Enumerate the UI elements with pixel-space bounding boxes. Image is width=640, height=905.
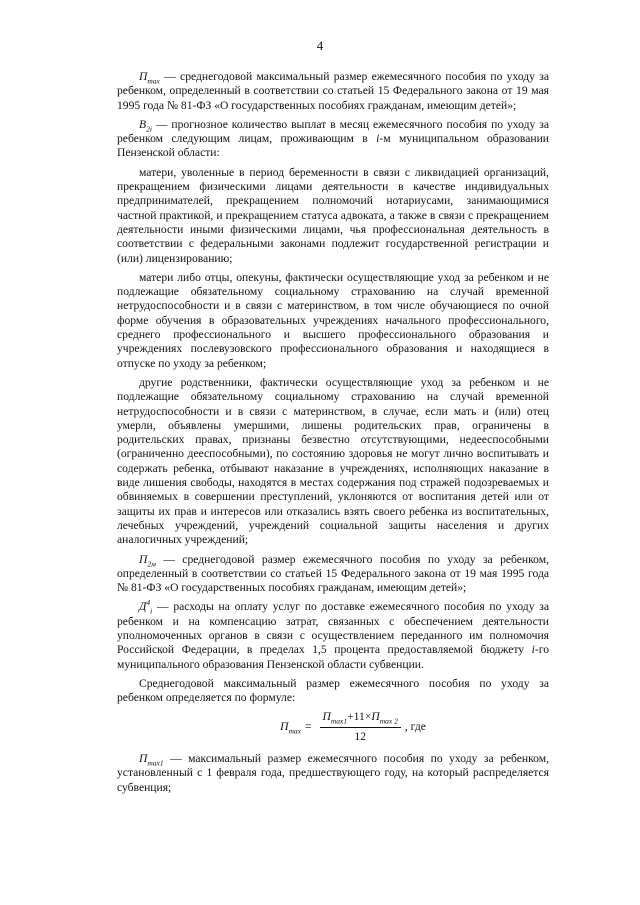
symbol-p2m: $П_{2м}$ xyxy=(139,552,156,568)
symbol-b2i: $В_{2i}$ xyxy=(139,117,152,134)
symbol-pmax1: $П_{max1}$ xyxy=(139,752,164,768)
formula-pmax xyxy=(157,710,549,744)
formula-suffix: , где xyxy=(404,720,426,734)
formula-numerator: $П_{max1}+11\times П_{max 2}$ xyxy=(320,710,401,727)
paragraph-other-relatives: другие родственники, фактически осуществляющие уход за ребенком и не подлежащие обязательному социальному страхованию на случай временной нетрудоспособности и в связи с материнством, в случае, если мать и (или) отец умерли, объявлены умершими, лишены родительских прав, ограничены в родительских правах, признаны безвестно отсутствующими, недееспособными (ограниченно дееспособными), по состоянию здоровья не могут лично воспитывать и содержать ребенка, отбывают наказание в учреждениях, исполняющих наказание в виде лишения свободы, находятся в местах содержания под стражей подозреваемых и обвиняемых в совершении преступлений, уклоняются от воспитания детей или от защиты их прав и интересов или отказались взять своего ребенка из воспитательных, лечебных учреждений, учреждений социальной защиты населения и других аналогичных учреждений; xyxy=(117,375,549,547)
page-number: 4 xyxy=(316,38,324,53)
formula-fraction xyxy=(320,710,401,744)
paragraph-di4-definition: $Д^4_i$ — расходы на оплату услуг по доставке ежемесячного пособия по уходу за ребенком и на компенсацию затрат, связанных с обеспечением деятельности уполномоченных органов в связи с осуществлением переданного им полномочия Российской Федерации, в пределах 1,5 процента предоставляемой бюджету i-го муниципального образования Пензенской области субвенции. xyxy=(117,598,549,671)
formula-equals: = xyxy=(304,720,312,734)
paragraph-b2i-definition: $В_{2i}$ — прогнозное количество выплат в месяц ежемесячного пособия по уходу за ребенком следующим лицам, проживающим в i-м муниципальном образовании Пензенской области: xyxy=(117,117,549,160)
symbol-di4: $Д^4_i$ xyxy=(139,598,153,616)
paragraph-mothers-dismissed: матери, уволенные в период беременности в связи с ликвидацией организаций, прекращением физическими лицами деятельности в качестве индивидуальных предпринимателей, прекращением полномочий нотариусами, занимающимися частной практикой, и прекращением статуса адвоката, а также в связи с прекращением деятельности иными физическими лицами, чья профессиональная деятельность в соответствии с федеральными законами подлежит государственной регистрации и (или) лицензированию; xyxy=(117,165,549,265)
paragraph-formula-intro: Среднегодовой максимальный размер ежемесячного пособия по уходу за ребенком определяется по формуле: xyxy=(117,676,549,705)
paragraph-p2m-definition: $П_{2м}$ — среднегодовой размер ежемесячного пособия по уходу за ребенком, определенный в соответствии со статьей 15 Федерального закона от 19 мая 1995 года № 81-ФЗ «О государственных пособиях гражданам, имеющим детей»; xyxy=(117,552,549,595)
symbol-pmax: $П_{max}$ xyxy=(139,70,160,86)
formula-denominator: 12 xyxy=(354,729,366,743)
paragraph-pmax-definition: $П_{max}$ — среднегодовой максимальный размер ежемесячного пособия по уходу за ребенком, определенный в соответствии со статьей 15 Федерального закона от 19 мая 1995 года № 81-ФЗ «О государственных пособиях гражданам, имеющим детей»; xyxy=(117,70,549,112)
document-body xyxy=(117,70,549,800)
paragraph-mothers-fathers-guardians: матери либо отцы, опекуны, фактически осуществляющие уход за ребенком и не подлежащие обязательному социальному страхованию на случай временной нетрудоспособности и в связи с материнством, в том числе обучающиеся по очной форме обучения в образовательных учреждениях начального профессионального, среднего профессионального и высшего профессионального образования и учреждениях послевузовского профессионального образования и находящиеся в отпуске по уходу за ребенком; xyxy=(117,270,549,370)
paragraph-pmax1-definition: $П_{max1}$ — максимальный размер ежемесячного пособия по уходу за ребенком, установленный с 1 февраля года, предшествующего году, на который распределяется субвенция; xyxy=(117,752,549,794)
formula-lhs: $П_{max}$ xyxy=(280,720,301,736)
